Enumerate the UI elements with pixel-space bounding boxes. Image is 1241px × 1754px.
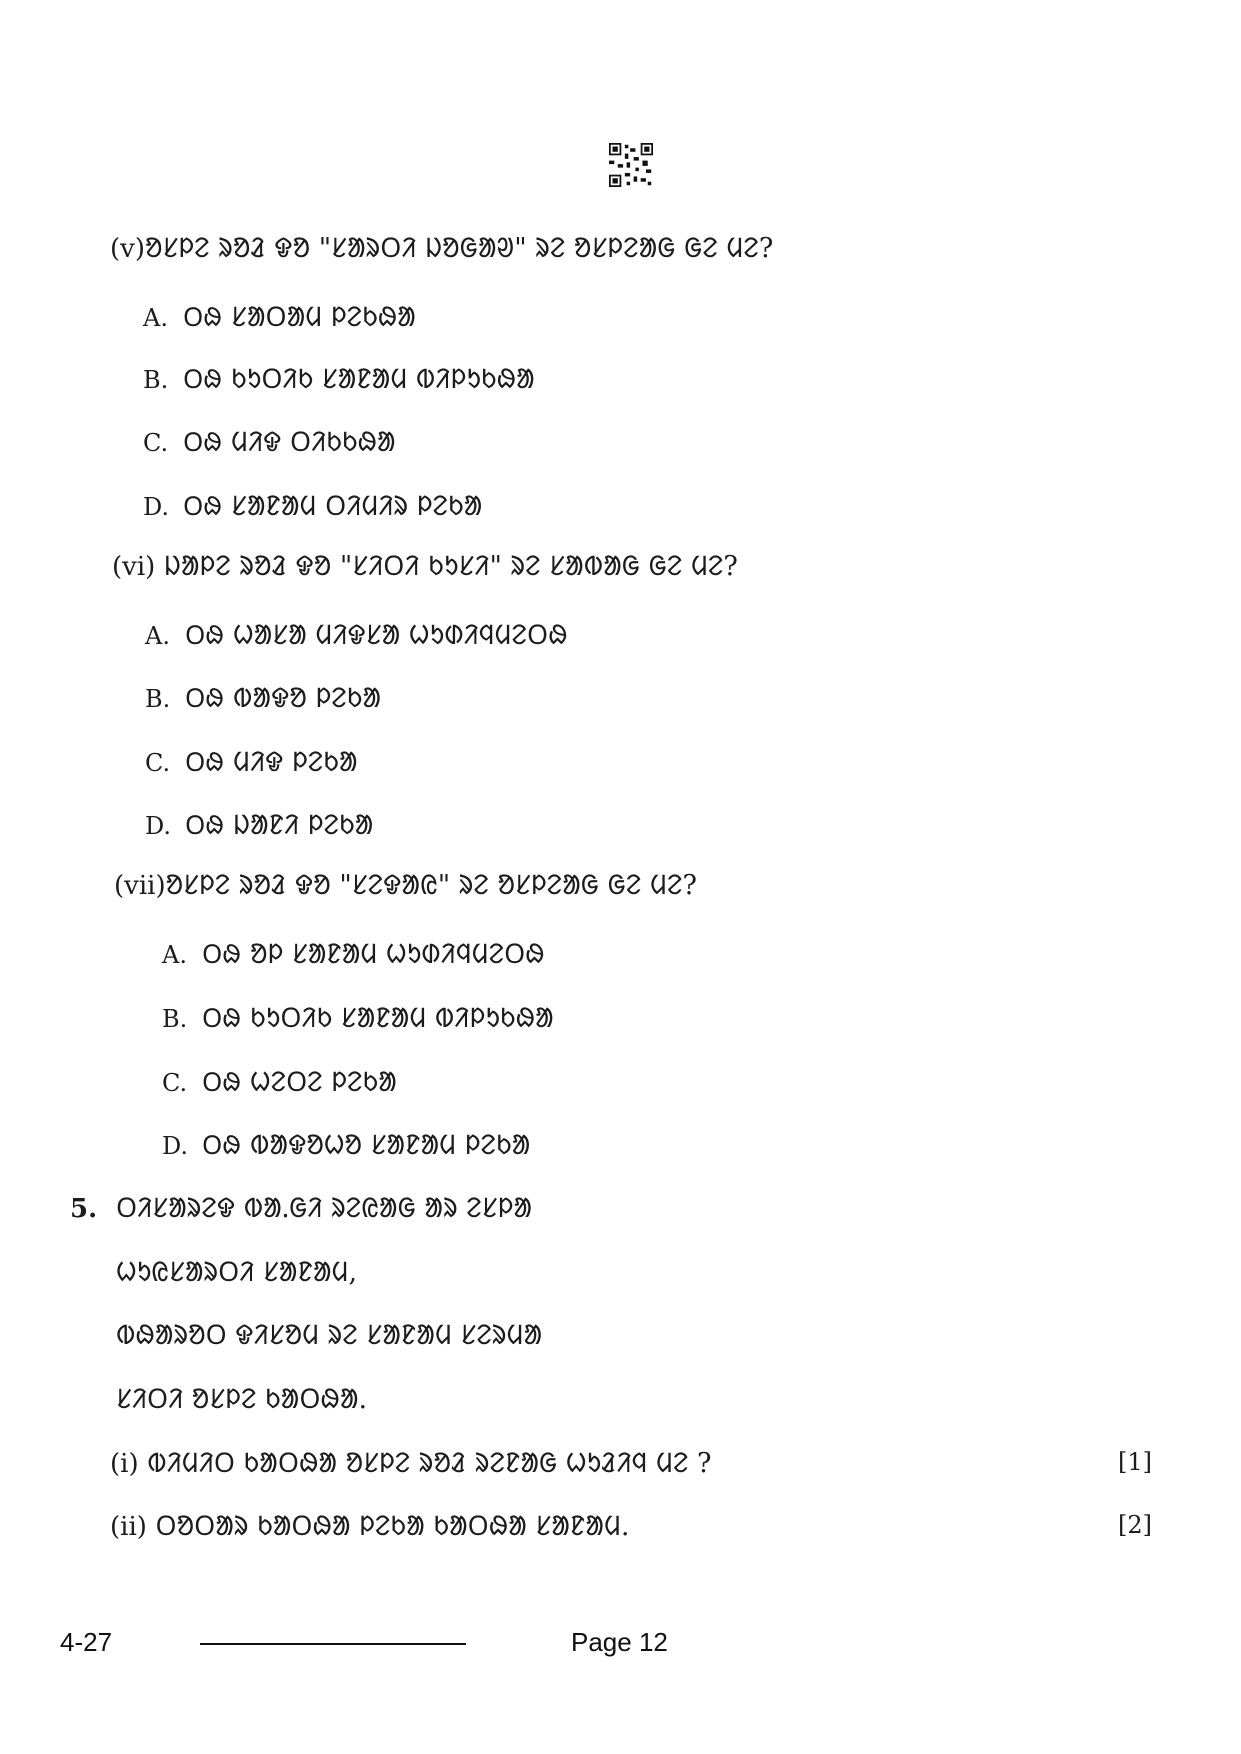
option-letter: B. [145,685,171,713]
option-vi-d [145,809,373,843]
question-5 [70,1192,532,1226]
option-mark: ᱛᱷ [185,621,224,651]
option-letter: A. [145,622,170,650]
option-mark: ᱛᱷ [202,940,241,970]
option-letter: A. [162,941,187,969]
passage-line-1: ᱛᱤᱥᱟᱨᱮᱫ ᱵᱟᱹᱜᱤ ᱨᱮᱭᱟᱜ ᱟᱨ ᱮᱥᱞᱟ [116,1193,533,1224]
question-v [110,232,773,266]
option-text: ᱥᱟᱱᱟᱢ ᱛᱤᱢᱤᱨ ᱞᱮᱠᱟ [231,491,483,522]
option-mark: ᱛᱷ [202,1068,241,1098]
question-number: (vi) [112,552,156,582]
question-vi [112,550,738,584]
option-letter: B. [143,366,169,394]
option-text: ᱢᱤᱫ ᱞᱮᱠᱟ [233,747,358,778]
option-mark: ᱛᱷ [202,1131,241,1161]
option-letter: C. [162,1069,188,1097]
option-letter: C. [143,429,169,457]
option-v-a [143,301,416,335]
question-number: (vii) [114,871,166,901]
option-letter: D. [143,493,170,521]
option-text: ᱡᱟᱱᱤ ᱞᱮᱠᱟ [233,810,374,841]
qr-code-icon [609,143,653,187]
option-mark: ᱛᱷ [183,492,222,522]
option-vi-a [145,619,567,653]
passage-line-2: ᱦᱩᱭᱥᱟᱨᱛᱤ ᱥᱟᱱᱟᱢ, [116,1257,358,1288]
option-letter: C. [145,749,171,777]
option-letter: A. [143,304,168,332]
marks-badge: [1] [1118,1448,1152,1476]
option-vii-b [162,1002,554,1036]
option-v-b [143,363,535,397]
option-text: ᱚᱞ ᱥᱟᱱᱟᱢ ᱦᱩᱰᱤᱧᱢᱮᱛᱷ [250,939,545,970]
option-mark: ᱛᱷ [183,303,222,333]
option-letter: D. [145,812,172,840]
option-text: ᱵᱟᱫᱚ ᱞᱮᱠᱟ [233,683,382,714]
option-letter: D. [162,1132,189,1160]
option-vi-b [145,682,381,716]
option-mark: ᱛᱷ [185,811,224,841]
subquestion-number: (ii) [110,1512,147,1542]
question-number: (v) [110,234,145,264]
passage-line-3: ᱵᱷᱟᱨᱚᱛ ᱫᱤᱥᱚᱢ ᱨᱮ ᱥᱟᱱᱟᱢ ᱥᱮᱨᱢᱟ [116,1320,543,1351]
option-vi-c [145,746,358,780]
option-text: ᱢᱤᱫ ᱛᱤᱠᱠᱷᱟ [231,427,396,458]
option-text: ᱠᱩᱛᱤᱠ ᱥᱟᱱᱟᱢ ᱵᱤᱞᱩᱠᱷᱟ [231,364,535,395]
option-text: ᱦᱮᱛᱮ ᱞᱮᱠᱟ [250,1067,397,1098]
subquestion-text: ᱵᱤᱢᱤᱛ ᱠᱟᱛᱷᱟ ᱚᱥᱞᱮ ᱨᱚᱲ ᱨᱮᱱᱟᱜ ᱦᱩᱲᱤᱧ ᱢᱮ ? [147,1448,712,1479]
question-text: ᱚᱥᱞᱮ ᱨᱚᱲ ᱫᱚ "ᱥᱟᱨᱛᱤ ᱡᱚᱜᱟᱣ" ᱨᱮ ᱚᱥᱞᱮᱟᱜ ᱜᱮ ᱢᱮ? [144,233,774,264]
question-vii [114,869,697,903]
option-text: ᱠᱩᱛᱤᱠ ᱥᱟᱱᱟᱢ ᱵᱤᱞᱩᱠᱷᱟ [250,1003,554,1034]
subquestion-ii [110,1510,630,1544]
question-number: 5. [70,1194,98,1224]
option-vii-c [162,1066,397,1100]
option-mark: ᱛᱷ [183,365,222,395]
option-v-c [143,426,396,460]
option-text: ᱵᱟᱫᱚᱦᱚ ᱥᱟᱱᱟᱢ ᱞᱮᱠᱟ [250,1130,531,1161]
paper-code: 4-27 [60,1627,113,1657]
marks-badge: [2] [1118,1511,1152,1539]
page-number: Page 12 [571,1627,668,1657]
subquestion-text: ᱛᱚᱛᱟᱨ ᱠᱟᱛᱷᱟ ᱞᱮᱠᱟ ᱠᱟᱛᱷᱟ ᱥᱟᱱᱟᱢ. [155,1511,630,1542]
option-vii-d [162,1129,530,1163]
question-text: ᱚᱥᱞᱮ ᱨᱚᱲ ᱫᱚ "ᱥᱮᱫᱟᱭ" ᱨᱮ ᱚᱥᱞᱮᱟᱜ ᱜᱮ ᱢᱮ? [165,870,697,901]
option-mark: ᱛᱷ [185,684,224,714]
subquestion-number: (i) [110,1449,139,1479]
option-text: ᱦᱟᱥᱟ ᱢᱤᱫᱥᱟ ᱦᱩᱰᱤᱧᱢᱮᱛᱷ [233,620,568,651]
passage-line-4: ᱥᱤᱛᱤ ᱚᱥᱞᱮ ᱠᱟᱛᱷᱟ. [116,1384,368,1415]
subquestion-i [110,1447,712,1481]
footer-divider [200,1643,466,1645]
question-text: ᱡᱟᱞᱮ ᱨᱚᱲ ᱫᱚ "ᱥᱤᱛᱤ ᱠᱩᱥᱤ" ᱨᱮ ᱥᱟᱵᱟᱜ ᱜᱮ ᱢᱮ? [163,551,738,582]
option-mark: ᱛᱷ [185,748,224,778]
option-vii-a [162,938,545,972]
option-mark: ᱛᱷ [183,428,222,458]
option-mark: ᱛᱷ [202,1004,241,1034]
option-letter: B. [162,1005,188,1033]
option-v-d [143,490,482,524]
option-text: ᱥᱟᱛᱟᱢ ᱞᱮᱠᱷᱟ [231,302,416,333]
